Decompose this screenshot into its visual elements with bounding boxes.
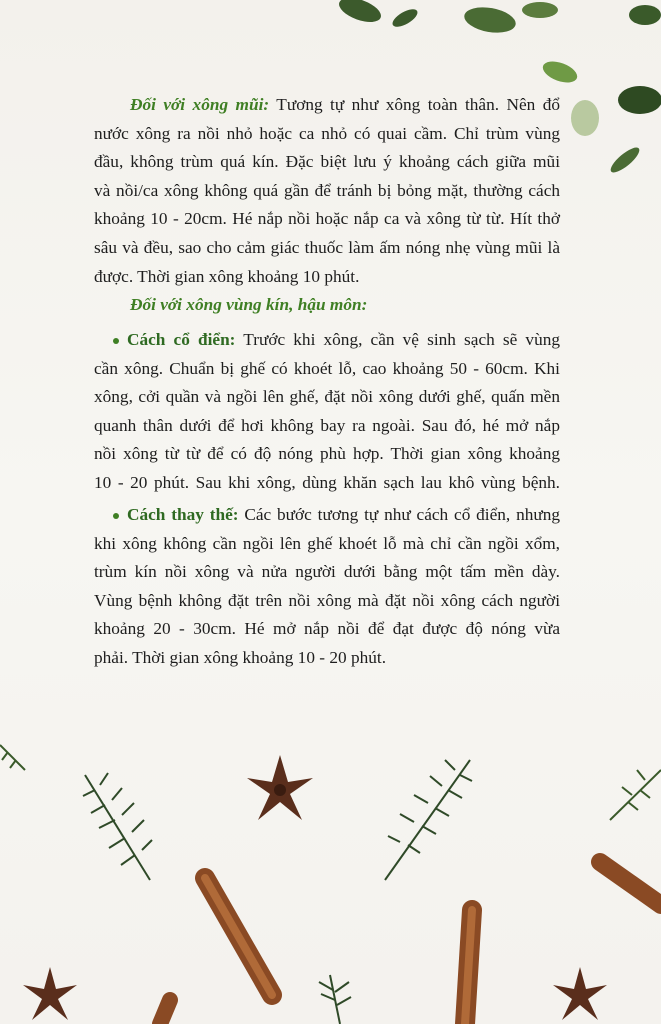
star-anise-icon — [23, 755, 607, 1020]
paragraph-line: được. Thời gian xông khoảng 10 phút. — [94, 266, 360, 286]
paragraph-line: khi xông không cần ngồi lên ghế khoét lỗ mà chỉ cần ngồi xổm, — [94, 533, 560, 553]
fern-center-icon — [385, 760, 472, 880]
paragraph-line: quanh thân dưới để hơi không bay ra ngoài. Sau đó, hé mở nắp — [94, 415, 560, 435]
bullet-label: Cách cổ điển: — [127, 330, 236, 349]
paragraph-line: đầu, không trùm quá kín. Đặc biệt lưu ý khoảng cách giữa mũi — [94, 152, 560, 172]
paragraph-line: phải. Thời gian xông khoảng 10 - 20 phút. — [94, 647, 387, 667]
paragraph-line: Đối với xông mũi: Tương tự như xông toàn thân. Nên đổ — [130, 95, 560, 114]
private-steam-section — [94, 291, 560, 320]
paragraph-line: Vùng bệnh không đặt trên nồi xông mà đặt nồi xông cách người — [94, 590, 560, 610]
paragraph-line: xông, cởi quần và ngồi lên ghế, đặt nồi xông dưới ghế, quấn mền — [94, 387, 560, 407]
paragraph-line: sâu và đều, sao cho cảm giác thuốc làm ấm nóng nhẹ vùng mũi là — [94, 237, 560, 257]
paragraph-line: Cách cổ điển: Trước khi xông, cần vệ sinh sạch sẽ vùng — [94, 326, 560, 355]
bullet-label: Cách thay thế: — [127, 505, 239, 524]
nose-heading: Đối với xông mũi: — [130, 95, 270, 114]
nose-steam-paragraph — [94, 91, 560, 291]
paragraph-line: Cách thay thế: Các bước tương tự như cách cổ điển, nhưng — [94, 501, 560, 530]
section-heading: Đối với xông vùng kín, hậu môn: — [130, 295, 368, 314]
paragraph-line: và nồi/ca xông không quá gần để tránh bị bỏng mặt, thường cách — [94, 180, 560, 200]
paragraph-line: trùm kín nồi xông và nửa người dưới bằng một tấm mền dày. — [94, 562, 560, 582]
bullet-icon — [113, 513, 119, 519]
fern-left-icon — [83, 773, 152, 880]
paragraph-line: 10 - 20 phút. Sau khi xông, dùng khăn sạch lau khô vùng bệnh. — [94, 472, 560, 492]
paragraph-line: khoảng 20 - 30cm. Hé mở nắp nồi để đạt được độ nóng vừa — [94, 619, 560, 639]
paragraph-line: khoảng 10 - 20cm. Hé nắp nồi hoặc nắp ca và xông từ từ. Hít thở — [94, 209, 560, 229]
paragraph-line: cần xông. Chuẩn bị ghế có khoét lỗ, cao khoảng 50 - 60cm. Khi — [94, 358, 560, 378]
bullet-icon — [113, 338, 119, 344]
paragraph-line: nồi xông từ từ để có độ nóng phù hợp. Thời gian xông khoảng — [94, 444, 560, 464]
fern-bottom-icon — [319, 975, 351, 1024]
bullet-alternative — [94, 501, 560, 673]
paragraph-line: nước xông ra nồi nhỏ hoặc ca nhỏ có quai cầm. Chỉ trùm vùng — [94, 123, 560, 143]
bullet-classic — [94, 326, 560, 498]
